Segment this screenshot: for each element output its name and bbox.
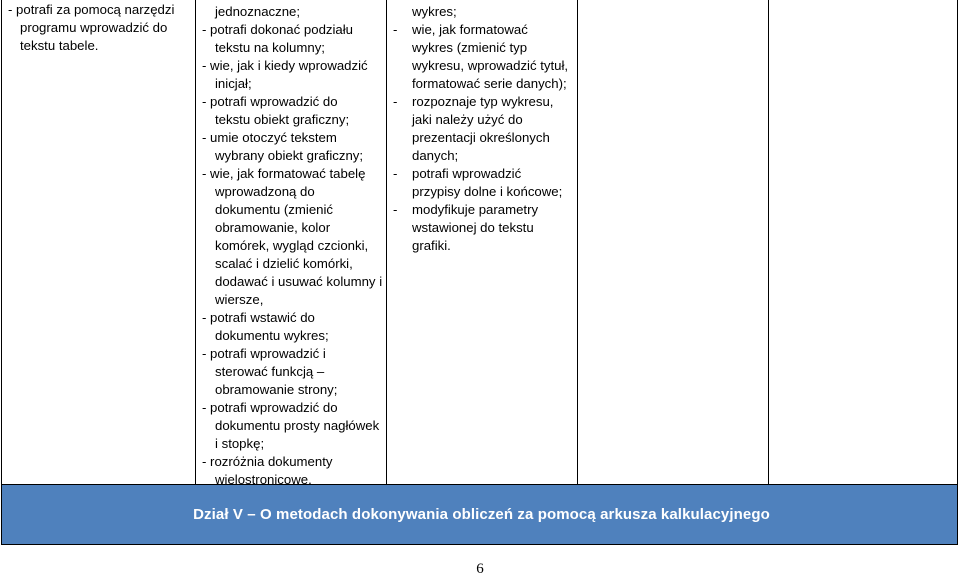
text-line: programu wprowadzić do xyxy=(20,20,168,35)
text-line: komórek, wygląd czcionki, xyxy=(215,238,369,253)
text-line: potrafi wprowadzić xyxy=(412,166,522,181)
text-line: - wie, jak formatować tabelę xyxy=(202,166,366,181)
text-line: - umie otoczyć tekstem xyxy=(202,130,337,145)
text-line: tekstu na kolumny; xyxy=(215,40,325,55)
text-line: wykresu, wprowadzić tytuł, xyxy=(412,58,569,73)
text-line: - potrafi wprowadzić i xyxy=(202,346,326,361)
table-cell-col4-empty xyxy=(578,0,769,484)
text-line: grafiki. xyxy=(412,238,451,253)
table-cell-col1 xyxy=(2,0,196,484)
text-line: rozpoznaje typ wykresu, xyxy=(412,94,554,109)
text-line: obramowanie, kolor xyxy=(215,220,331,235)
table-row xyxy=(2,0,957,484)
list-item xyxy=(393,93,577,111)
text-line: dokumentu wykres; xyxy=(215,328,329,343)
text-line: wprowadzoną do xyxy=(215,184,315,199)
table-cell-col5-empty xyxy=(769,0,957,484)
text-line: przypisy dolne i końcowe; xyxy=(412,184,563,199)
text-line: wiersze, xyxy=(215,292,264,307)
list-item xyxy=(393,201,577,219)
text-line: - potrafi wstawić do xyxy=(202,310,315,325)
bullet-dash: - xyxy=(393,202,398,217)
text-line: - wie, jak i kiedy wprowadzić xyxy=(202,58,368,73)
requirements-table xyxy=(1,0,958,545)
text-line: dodawać i usuwać kolumny i xyxy=(215,274,383,289)
list-item xyxy=(393,165,577,183)
text-line: tekstu obiekt graficzny; xyxy=(215,112,350,127)
text-line: wstawionej do tekstu xyxy=(412,220,534,235)
text-line: scalać i dzielić komórki, xyxy=(215,256,353,271)
text-line: jaki należy użyć do xyxy=(412,112,523,127)
text-line: sterować funkcją – xyxy=(215,364,325,379)
list-item xyxy=(393,21,577,39)
text-line: wielostronicowe. xyxy=(215,472,312,484)
text-line: modyfikuje parametry xyxy=(412,202,539,217)
text-line: dokumentu prosty nagłówek xyxy=(215,418,380,433)
text-line: - potrafi wprowadzić do xyxy=(202,94,338,109)
text-line: inicjał; xyxy=(215,76,252,91)
table-cell-col3 xyxy=(387,0,578,484)
text-line: formatować serie danych); xyxy=(412,76,567,91)
text-line: obramowanie strony; xyxy=(215,382,338,397)
text-line: tekstu tabele. xyxy=(20,38,99,53)
text-line: wykres (zmienić typ xyxy=(412,40,528,55)
text-line: i stopkę; xyxy=(215,436,265,451)
bullet-dash: - xyxy=(393,22,398,37)
table-cell-col2 xyxy=(196,0,387,484)
page-number: 6 xyxy=(476,561,484,577)
text-line: wybrany obiekt graficzny; xyxy=(215,148,364,163)
text-line: prezentacji określonych xyxy=(412,130,550,145)
text-line: wykres; xyxy=(412,4,457,19)
text-line: - rozróżnia dokumenty xyxy=(202,454,333,469)
section-banner xyxy=(2,484,957,544)
text-line: wie, jak formatować xyxy=(412,22,528,37)
section-title: Dział V – O metodach dokonywania obliczeń za pomocą arkusza kalkulacyjnego xyxy=(193,506,770,523)
text-line: - potrafi za pomocą narzędzi xyxy=(8,2,175,17)
text-line: jednoznaczne; xyxy=(215,4,301,19)
text-line: dokumentu (zmienić xyxy=(215,202,334,217)
text-line: - potrafi dokonać podziału xyxy=(202,22,354,37)
bullet-dash: - xyxy=(393,94,398,109)
text-line: danych; xyxy=(412,148,459,163)
bullet-dash: - xyxy=(393,166,398,181)
text-line: - potrafi wprowadzić do xyxy=(202,400,338,415)
